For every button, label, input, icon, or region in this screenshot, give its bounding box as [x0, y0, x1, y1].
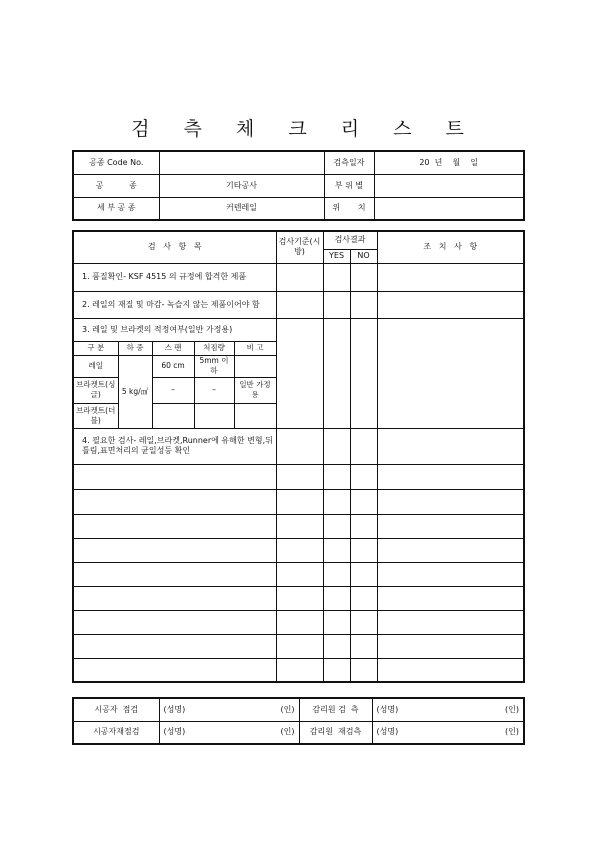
col-result-header: 검사결과	[323, 231, 377, 249]
contractor-check-label: 시공자 점검	[73, 698, 159, 721]
yes-cell[interactable]	[323, 291, 350, 318]
action-cell[interactable]	[377, 318, 524, 428]
no-cell[interactable]	[350, 464, 377, 489]
checklist-table	[72, 230, 525, 683]
code-field[interactable]	[159, 151, 324, 174]
name-placeholder: (성명)	[163, 704, 186, 714]
sub-row-rail: 레일	[73, 355, 118, 377]
standard-cell[interactable]	[276, 464, 323, 489]
no-cell[interactable]	[350, 586, 377, 610]
yes-cell[interactable]	[323, 634, 350, 658]
sub-dash-span: –	[152, 377, 194, 403]
table-row	[73, 562, 524, 586]
detail-label: 세 부 공 종	[73, 197, 159, 220]
seal-placeholder: (인)	[280, 704, 295, 714]
action-cell[interactable]	[377, 562, 524, 586]
check-item-3: 3. 레일 및 브라켓의 적정여부(일반 가정용)	[73, 318, 276, 341]
header-info-table	[72, 150, 525, 221]
table-row	[73, 610, 524, 634]
col-no-header: NO	[350, 249, 377, 263]
yes-cell[interactable]	[323, 318, 350, 428]
action-cell[interactable]	[377, 538, 524, 562]
col-item-header: 검 사 항 목	[73, 231, 276, 263]
item-cell[interactable]	[73, 610, 276, 634]
item-cell[interactable]	[73, 464, 276, 489]
sub-row-bracket-double: 브라켓트(더블)	[73, 403, 118, 428]
supervisor-recheck-signature[interactable]	[372, 721, 524, 744]
no-cell[interactable]	[350, 318, 377, 428]
standard-cell[interactable]	[276, 263, 323, 291]
date-label: 검측일자	[324, 151, 374, 174]
location-field[interactable]	[374, 174, 524, 197]
standard-cell[interactable]	[276, 489, 323, 514]
gongjong-label: 공 종	[73, 174, 159, 197]
table-row	[73, 514, 524, 538]
sub-note-value: 일반 가정용	[234, 377, 276, 403]
standard-cell[interactable]	[276, 291, 323, 318]
table-row	[73, 658, 524, 682]
check-item-2: 2. 레일의 재질 및 마감- 녹슬지 않는 제품이어야 함	[73, 291, 276, 318]
yes-cell[interactable]	[323, 263, 350, 291]
seal-placeholder: (인)	[280, 727, 295, 737]
sub-span-value: 60 cm	[152, 355, 194, 377]
code-label: 공종 Code No.	[73, 151, 159, 174]
no-cell[interactable]	[350, 658, 377, 682]
sub-header-span: 스 팬	[152, 341, 194, 355]
table-row	[73, 291, 524, 318]
no-cell[interactable]	[350, 538, 377, 562]
standard-cell[interactable]	[276, 562, 323, 586]
standard-cell[interactable]	[276, 514, 323, 538]
name-placeholder: (성명)	[163, 727, 186, 737]
yes-cell[interactable]	[323, 489, 350, 514]
check-item-1: 1. 품질확인- KSF 4515 의 규정에 합격한 제품	[73, 263, 276, 291]
item-cell[interactable]	[73, 586, 276, 610]
standard-cell[interactable]	[276, 538, 323, 562]
yes-cell[interactable]	[323, 610, 350, 634]
position-label: 위 치	[324, 197, 374, 220]
date-field[interactable]: 20 년 월 일	[374, 151, 524, 174]
check-item-4: 4. 필요한 검사- 레일,브라켓,Runner에 유해한 변형,뒤틀림,표면처리의 균일성등 확인	[73, 428, 276, 464]
position-field[interactable]	[374, 197, 524, 220]
table-row	[73, 428, 524, 464]
no-cell[interactable]	[350, 514, 377, 538]
sub-deflection-value: 5mm 이하	[194, 355, 234, 377]
table-row	[73, 586, 524, 610]
item-cell[interactable]	[73, 634, 276, 658]
contractor-recheck-signature[interactable]	[159, 721, 299, 744]
table-row	[73, 464, 524, 489]
item-cell[interactable]	[73, 658, 276, 682]
name-placeholder: (성명)	[376, 704, 399, 714]
yes-cell[interactable]	[323, 464, 350, 489]
action-cell[interactable]	[377, 263, 524, 291]
contractor-recheck-label: 시공자재점검	[73, 721, 159, 744]
table-row	[73, 634, 524, 658]
sub-empty-cell	[234, 403, 276, 428]
yes-cell[interactable]	[323, 586, 350, 610]
action-cell[interactable]	[377, 658, 524, 682]
no-cell[interactable]	[350, 489, 377, 514]
gongjong-value[interactable]: 기타공사	[159, 174, 324, 197]
location-label: 부 위 별	[324, 174, 374, 197]
sub-empty-cell	[194, 403, 234, 428]
sub-dash-deflection: –	[194, 377, 234, 403]
sub-header-category: 구 분	[73, 341, 118, 355]
action-cell[interactable]	[377, 464, 524, 489]
no-cell[interactable]	[350, 610, 377, 634]
item-cell[interactable]	[73, 538, 276, 562]
seal-placeholder: (인)	[505, 727, 519, 737]
sub-header-load: 하 중	[118, 341, 152, 355]
no-cell[interactable]	[350, 428, 377, 464]
sub-load-value: 5 kg/㎠	[118, 355, 152, 428]
action-cell[interactable]	[377, 291, 524, 318]
contractor-check-signature[interactable]	[159, 698, 299, 721]
action-cell[interactable]	[377, 514, 524, 538]
table-row	[73, 538, 524, 562]
table-row	[73, 318, 524, 341]
supervisor-check-signature[interactable]	[372, 698, 524, 721]
page-title: 검 측 체 크 리 스 트	[131, 118, 478, 140]
signature-table	[72, 697, 525, 745]
yes-cell[interactable]	[323, 562, 350, 586]
col-action-header: 조 치 사 항	[377, 231, 524, 263]
sub-header-deflection: 처짐량	[194, 341, 234, 355]
action-cell[interactable]	[377, 428, 524, 464]
name-placeholder: (성명)	[376, 727, 399, 737]
action-cell[interactable]	[377, 586, 524, 610]
sub-note-empty	[234, 355, 276, 377]
supervisor-check-label: 감리원 검 측	[299, 698, 372, 721]
action-cell[interactable]	[377, 610, 524, 634]
standard-cell[interactable]	[276, 610, 323, 634]
no-cell[interactable]	[350, 562, 377, 586]
item-cell[interactable]	[73, 514, 276, 538]
no-cell[interactable]	[350, 291, 377, 318]
sub-header-note: 비 고	[234, 341, 276, 355]
no-cell[interactable]	[350, 634, 377, 658]
col-yes-header: YES	[323, 249, 350, 263]
action-cell[interactable]	[377, 634, 524, 658]
detail-value[interactable]: 커텐레일	[159, 197, 324, 220]
table-row	[73, 263, 524, 291]
yes-cell[interactable]	[323, 514, 350, 538]
standard-cell[interactable]	[276, 428, 323, 464]
item-cell[interactable]	[73, 562, 276, 586]
standard-cell[interactable]	[276, 658, 323, 682]
supervisor-recheck-label: 감리원 재검측	[299, 721, 372, 744]
yes-cell[interactable]	[323, 538, 350, 562]
item-cell[interactable]	[73, 489, 276, 514]
col-standard-header: 검사기준(시방)	[276, 231, 323, 263]
table-row	[73, 489, 524, 514]
no-cell[interactable]	[350, 263, 377, 291]
sub-row-bracket-single: 브라켓트(싱글)	[73, 377, 118, 403]
yes-cell[interactable]	[323, 658, 350, 682]
standard-cell[interactable]	[276, 634, 323, 658]
seal-placeholder: (인)	[505, 704, 519, 714]
yes-cell[interactable]	[323, 428, 350, 464]
sub-empty-cell	[152, 403, 194, 428]
standard-cell[interactable]	[276, 318, 323, 428]
standard-cell[interactable]	[276, 586, 323, 610]
action-cell[interactable]	[377, 489, 524, 514]
